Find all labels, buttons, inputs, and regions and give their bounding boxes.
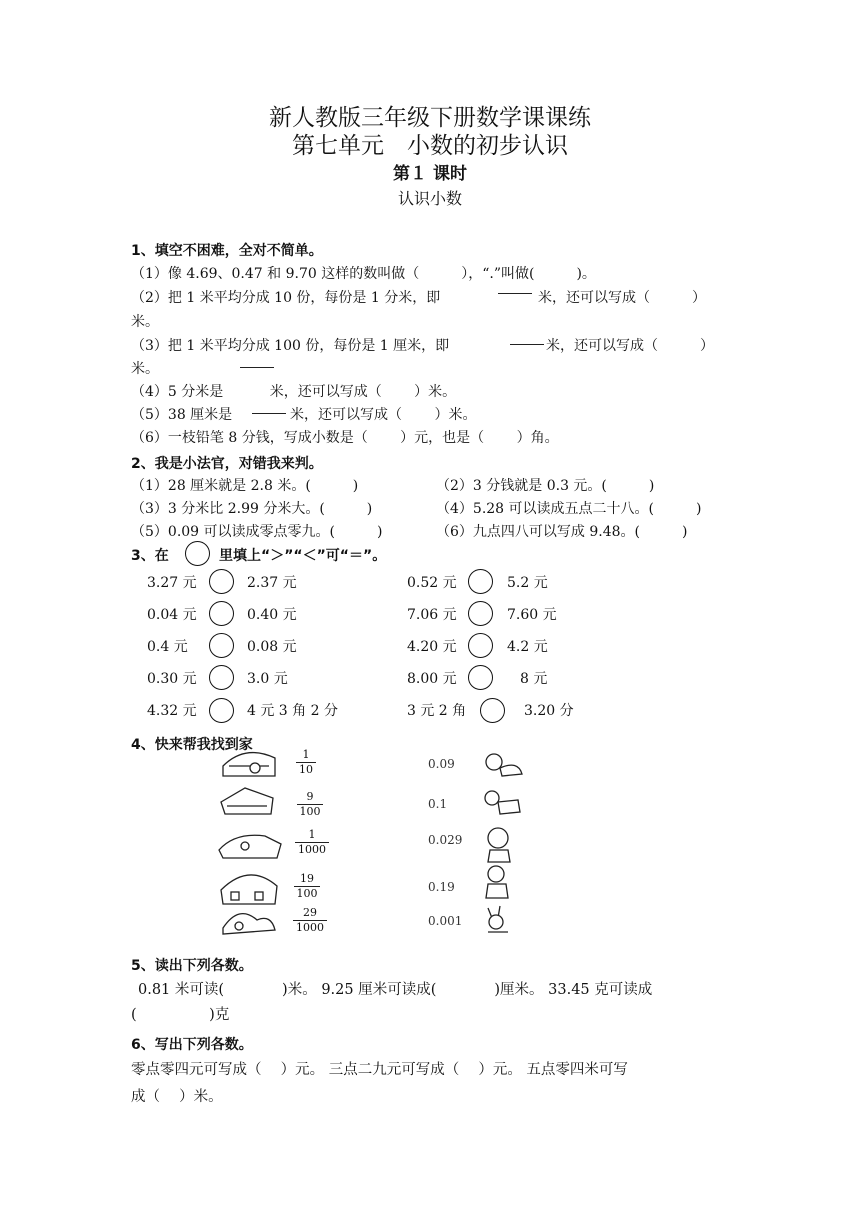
s1-question-3c: 米。 xyxy=(131,361,159,377)
decimal-label: 0.09 xyxy=(428,757,455,771)
compare-left: 4.32 元 xyxy=(147,703,197,719)
blank-fraction xyxy=(252,400,286,427)
compare-circle[interactable] xyxy=(468,569,493,594)
compare-right: 5.2 元 xyxy=(507,575,548,591)
s2-item-2: （2）3 分钱就是 0.3 元。( ) xyxy=(436,478,655,494)
section1-heading: 1、填空不困难，全对不简单。 xyxy=(131,243,323,259)
numerator: 19 xyxy=(300,872,314,885)
compare-circle[interactable] xyxy=(480,698,505,723)
decimal-label: 0.1 xyxy=(428,797,448,811)
blank-fraction xyxy=(240,354,274,381)
compare-circle[interactable] xyxy=(468,633,493,658)
denominator: 1000 xyxy=(298,843,326,856)
s1-question-3b: 米，还可以写成（ ） xyxy=(546,338,714,354)
fraction xyxy=(294,873,320,900)
s1-question-2c: 米。 xyxy=(131,314,159,330)
s1-question-2b: 米，还可以写成（ ） xyxy=(538,290,706,306)
compare-left: 0.30 元 xyxy=(147,671,197,687)
section3-heading-b: 里填上“＞”“＜”可“＝”。 xyxy=(219,548,387,564)
s2-item-3: （3）3 分米比 2.99 分米大。( ) xyxy=(131,501,373,517)
fraction xyxy=(295,829,329,856)
compare-right: 4.2 元 xyxy=(507,639,548,655)
compare-right: 0.40 元 xyxy=(247,607,297,623)
compare-left: 0.04 元 xyxy=(147,607,197,623)
s5-line-1: 0.81 米可读( )米。 9.25 厘米可读成( )厘米。 33.45 克可读成 xyxy=(138,982,653,998)
s1-question-4: （4）5 分米是 米，还可以写成（ ）米。 xyxy=(131,384,457,400)
denominator: 1000 xyxy=(296,921,324,934)
section5-heading: 5、读出下列各数。 xyxy=(131,958,253,974)
decimal-label: 0.19 xyxy=(428,880,455,894)
s1-question-3a: （3）把 1 米平均分成 100 份，每份是 1 厘米，即 xyxy=(131,338,450,354)
blank-fraction xyxy=(498,280,532,307)
s5-line-2: ( )克 xyxy=(131,1007,230,1023)
fraction xyxy=(296,749,316,776)
compare-right: 3.0 元 xyxy=(247,671,288,687)
numerator: 1 xyxy=(302,748,310,761)
compare-circle[interactable] xyxy=(209,633,234,658)
compare-left: 8.00 元 xyxy=(407,671,457,687)
s1-question-1: （1）像 4.69、0.47 和 9.70 这样的数叫做（ ），“.”叫做( )。 xyxy=(131,266,596,282)
s2-item-5: （5）0.09 可以读成零点零九。( ) xyxy=(131,524,383,540)
denominator: 10 xyxy=(299,763,313,776)
section3-heading-a: 3、在 xyxy=(131,548,169,564)
compare-circle[interactable] xyxy=(468,601,493,626)
compare-right: 2.37 元 xyxy=(247,575,297,591)
page-title: 新人教版三年级下册数学课课练 xyxy=(269,105,591,131)
compare-circle[interactable] xyxy=(209,569,234,594)
s1-question-5a: （5）38 厘米是 xyxy=(131,407,233,423)
section2-heading: 2、我是小法官，对错我来判。 xyxy=(131,456,323,472)
fraction xyxy=(293,907,327,934)
denominator: 100 xyxy=(296,887,318,900)
compare-left: 0.4 元 xyxy=(147,639,188,655)
example-circle xyxy=(185,541,210,566)
house-pictures xyxy=(215,744,295,938)
numerator: 29 xyxy=(303,906,317,919)
decimal-label: 0.001 xyxy=(428,914,463,928)
s2-item-6: （6）九点四八可以写成 9.48。( ) xyxy=(436,524,688,540)
s1-question-5b: 米，还可以写成（ ）米。 xyxy=(290,407,477,423)
compare-left: 7.06 元 xyxy=(407,607,457,623)
lesson-title: 第１ 课时 xyxy=(393,164,467,184)
unit-title: 第七单元 小数的初步认识 xyxy=(292,133,568,159)
numerator: 9 xyxy=(306,790,314,803)
blank-fraction xyxy=(510,331,544,358)
animal-pictures xyxy=(478,746,534,940)
fraction xyxy=(297,791,323,818)
section4-heading: 4、快来帮我找到家 xyxy=(131,737,253,753)
s1-question-2a: （2）把 1 米平均分成 10 份，每份是 1 分米，即 xyxy=(131,290,441,306)
s6-line-1: 零点零四元可写成（ ）元。 三点二九元可写成（ ）元。 五点零四米可写 xyxy=(131,1062,628,1078)
s2-item-4: （4）5.28 可以读成五点二十八。( ) xyxy=(436,501,702,517)
compare-left: 3 元 2 角 xyxy=(407,703,467,719)
section6-heading: 6、写出下列各数。 xyxy=(131,1037,253,1053)
decimal-label: 0.029 xyxy=(428,833,463,847)
compare-right: 3.20 分 xyxy=(524,703,574,719)
compare-circle[interactable] xyxy=(468,665,493,690)
compare-right: 7.60 元 xyxy=(507,607,557,623)
s1-question-6: （6）一枝铅笔 8 分钱，写成小数是（ ）元，也是（ ）角。 xyxy=(131,430,559,446)
compare-circle[interactable] xyxy=(209,601,234,626)
s6-line-2: 成（ ）米。 xyxy=(131,1089,223,1105)
compare-left: 3.27 元 xyxy=(147,575,197,591)
topic-title: 认识小数 xyxy=(397,189,462,208)
numerator: 1 xyxy=(308,828,316,841)
denominator: 100 xyxy=(299,805,321,818)
compare-right: 0.08 元 xyxy=(247,639,297,655)
s2-item-1: （1）28 厘米就是 2.8 米。( ) xyxy=(131,478,359,494)
compare-right: 4 元 3 角 2 分 xyxy=(247,703,338,719)
compare-circle[interactable] xyxy=(209,698,234,723)
compare-left: 0.52 元 xyxy=(407,575,457,591)
compare-right: 8 元 xyxy=(520,671,548,687)
compare-left: 4.20 元 xyxy=(407,639,457,655)
compare-circle[interactable] xyxy=(209,665,234,690)
